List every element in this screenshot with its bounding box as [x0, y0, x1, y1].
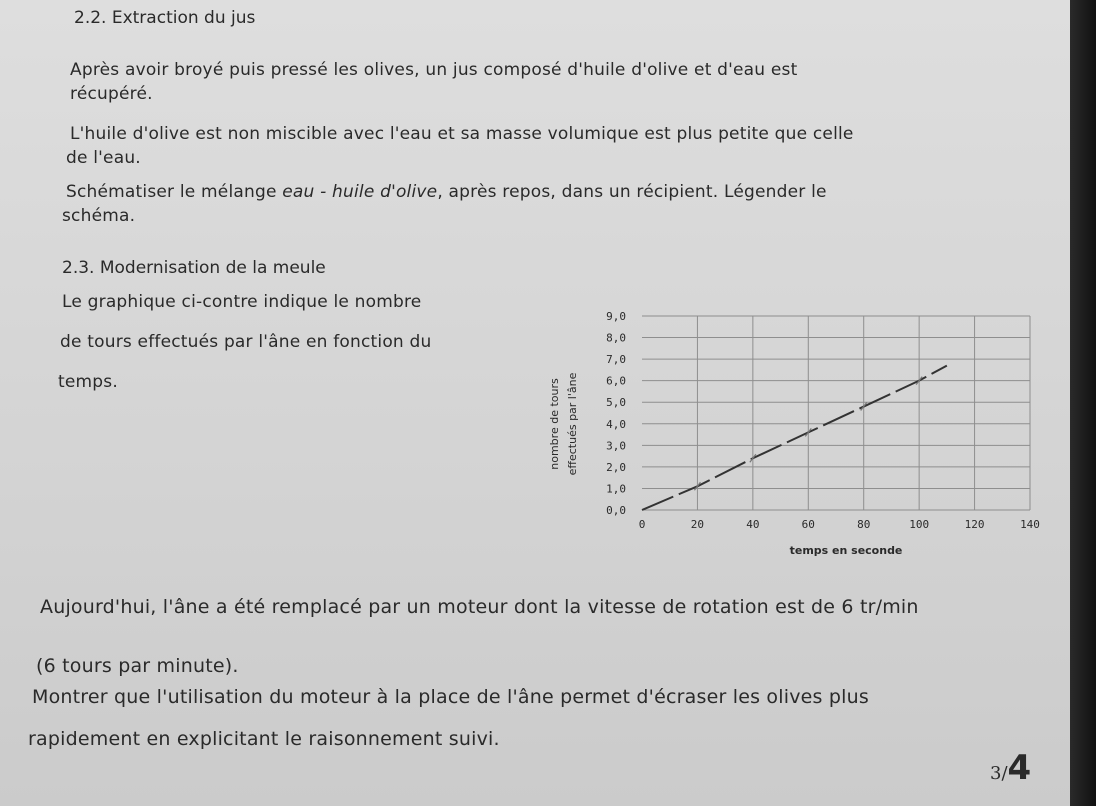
x-tick-label: 20 — [690, 518, 705, 531]
instruction-text: Schématiser le mélange — [66, 182, 283, 202]
instruction-emphasis: eau - huile d'olive — [282, 182, 438, 202]
y-tick-label: 2,0 — [606, 460, 626, 474]
chart-grid — [642, 316, 1030, 510]
x-tick-label: 0 — [638, 518, 646, 531]
x-tick-label: 120 — [964, 518, 985, 531]
page-number-printed: 3/ — [990, 763, 1008, 784]
page-number — [990, 748, 1031, 788]
instruction-line — [66, 182, 827, 202]
paragraph-line: (6 tours par minute). — [36, 655, 239, 677]
y-axis-label-line1: nombre de tours — [548, 378, 561, 470]
x-tick-label: 100 — [909, 518, 930, 531]
instruction-text: , après repos, dans un récipient. Légender le — [437, 182, 827, 202]
paragraph-line: récupéré. — [70, 84, 153, 104]
paragraph-line: Le graphique ci-contre indique le nombre — [62, 292, 422, 312]
paragraph-line: de l'eau. — [66, 148, 141, 168]
y-tick-label: 6,0 — [606, 374, 626, 388]
paragraph-line: schéma. — [62, 206, 136, 226]
x-tick-labels — [639, 518, 1040, 531]
y-tick-label: 3,0 — [606, 439, 626, 453]
tours-vs-time-chart — [530, 296, 1070, 576]
paragraph-line: de tours effectués par l'âne en fonction du — [60, 332, 432, 352]
paragraph-line: L'huile d'olive est non miscible avec l'eau et sa masse volumique est plus petite que celle — [70, 124, 854, 144]
y-tick-label: 7,0 — [606, 353, 626, 367]
x-tick-label: 60 — [801, 518, 815, 531]
paragraph-line: temps. — [58, 372, 118, 392]
x-axis-label: temps en seconde — [789, 544, 903, 557]
paragraph-line: Montrer que l'utilisation du moteur à la place de l'âne permet d'écraser les olives plus — [32, 686, 869, 708]
section-2-2-heading: 2.2. Extraction du jus — [74, 8, 256, 28]
section-2-3-heading: 2.3. Modernisation de la meule — [62, 258, 326, 278]
x-tick-label: 80 — [857, 518, 871, 531]
y-tick-label: 0,0 — [606, 504, 626, 517]
x-tick-label: 40 — [746, 518, 760, 531]
y-tick-label: 5,0 — [606, 396, 626, 410]
y-axis-label-line2: effectués par l'âne — [566, 372, 579, 476]
x-tick-label: 140 — [1020, 518, 1040, 531]
paragraph-line: rapidement en explicitant le raisonnement suivi. — [28, 728, 500, 750]
y-tick-labels — [606, 310, 626, 517]
y-tick-label: 8,0 — [606, 331, 626, 345]
paragraph-line: Aujourd'hui, l'âne a été remplacé par un moteur dont la vitesse de rotation est de 6 tr/min — [40, 596, 919, 618]
paragraph-line: Après avoir broyé puis pressé les olives, un jus composé d'huile d'olive et d'eau est — [70, 60, 798, 80]
y-tick-label: 4,0 — [606, 417, 626, 431]
y-tick-label: 1,0 — [606, 482, 626, 496]
page-number-handwritten: 4 — [1007, 748, 1032, 788]
dark-page-edge — [1070, 0, 1096, 806]
y-tick-label: 9,0 — [606, 310, 626, 323]
chart-svg — [530, 296, 1070, 576]
